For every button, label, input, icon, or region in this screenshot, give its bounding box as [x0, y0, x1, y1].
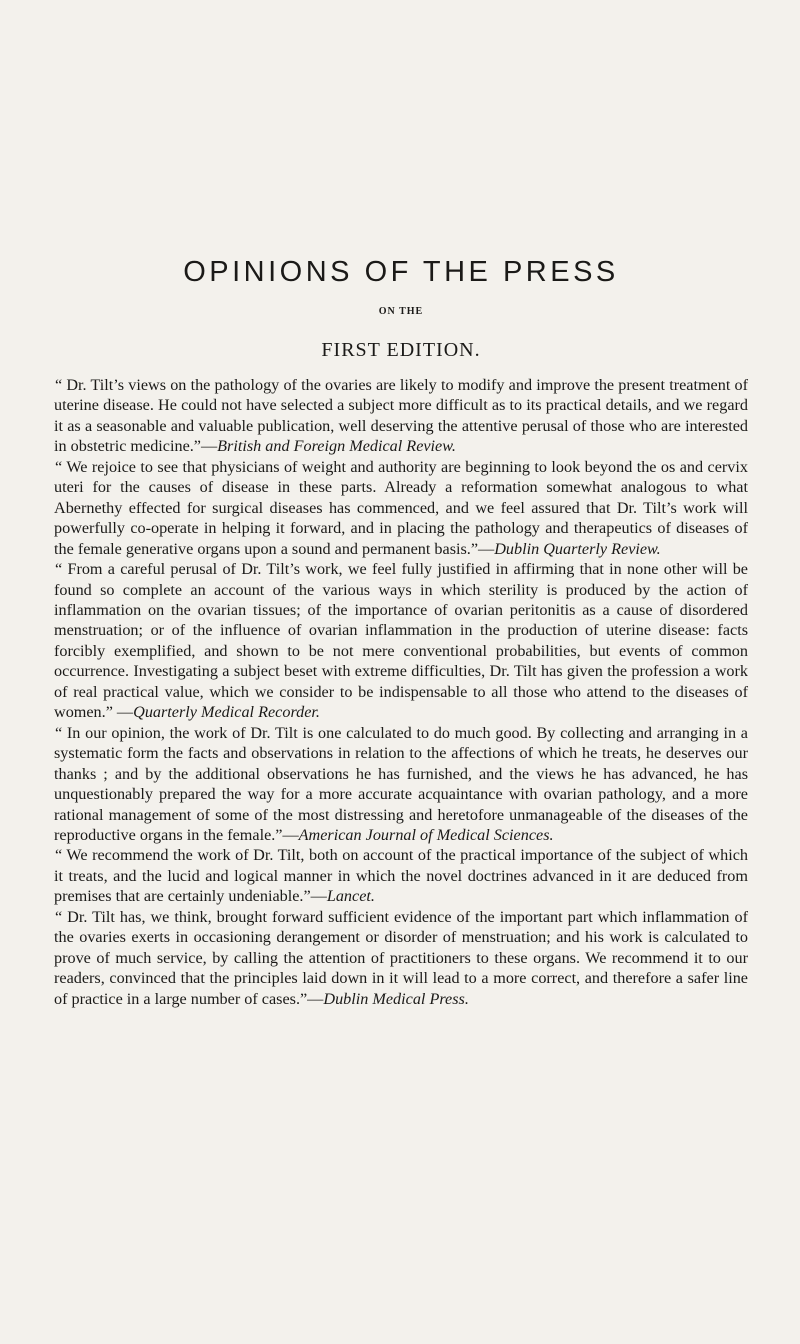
review-quote: [54, 907, 748, 1009]
review-quote: [54, 457, 748, 559]
reviews-list: [54, 375, 748, 1009]
review-text: “ Dr. Tilt’s views on the pathology of the ovaries are likely to modify and improve the present treatment of uterine disease. He could not have selected a subject more difficult as to its practical details, and we regard it as a seasonable and valuable publication, well deserving the attentive perusal of those who are interested in obstetric medicine.”—: [54, 376, 748, 456]
review-source: Dublin Medical Press.: [323, 989, 469, 1008]
review-source: Quarterly Medical Recorder.: [133, 703, 320, 722]
review-source: American Journal of Medical Sciences.: [298, 825, 554, 844]
subheading: ON THE: [378, 306, 424, 317]
review-text: “ We recommend the work of Dr. Tilt, both on account of the practical importance of the subject of which it treats, and the lucid and logical manner in which the novel doctrines advanced in it are deduced from premises that are certainly undeniable.”—: [54, 846, 748, 906]
review-quote: [54, 375, 748, 457]
review-text: “ In our opinion, the work of Dr. Tilt is one calculated to do much good. By collecting and arranging in a systematic form the facts and observations in relation to the affections of which he treats, he deserves our thanks ; and by the additional observations he has furnished, and the views he has advanced, he has unquestionably prepared the way for a more accurate acquaintance with ovarian pathology, and a more rational management of some of the most distressing and heretofore unmanageable of the diseases of the reproductive organs in the female.”—: [54, 723, 748, 844]
review-text: “ Dr. Tilt has, we think, brought forward sufficient evidence of the important part which inflammation of the ovaries exerts in occasioning derangement or disorder of menstruation; and his work is calculated to prove of much service, by calling the attention of practitioners to these organs. We recommend it to our readers, convinced that the principles laid down in it will lead to a more correct, and therefore a safer line of practice in a large number of cases.”—: [54, 907, 748, 1008]
review-quote: [54, 723, 748, 846]
review-text: “ We rejoice to see that physicians of weight and authority are beginning to look beyond the os and cervix uteri for the causes of disease in these parts. Already a reformation somewhat analogous to what Abernethy effected for surgical diseases has commenced, and we feel assured that Dr. Tilt’s work will powerfully co-operate in helping it forward, and in placing the pathology and therapeutics of diseases of the female generative organs upon a sound and permanent basis.”—: [54, 457, 748, 558]
review-source: Lancet.: [326, 887, 375, 906]
review-quote: [54, 559, 748, 723]
review-quote: [54, 845, 748, 906]
review-source: Dublin Quarterly Review.: [494, 539, 661, 558]
page-title: OPINIONS OF THE PRESS: [183, 256, 619, 288]
review-source: British and Foreign Medical Review.: [217, 437, 456, 456]
review-text: “ From a careful perusal of Dr. Tilt’s work, we feel fully justified in affirming that in none other will be found so complete an account of the various ways in which sterility is produced by the action of inflammation on the ovarian tissues; of the importance of ovarian peritonitis as a cause of disordered menstruation; or of the influence of ovarian inflammation in the production of uterine disease: facts forcibly exemplified, and shown to be not mere conventional probabilities, but events of common occurrence. Investigating a subject beset with extreme difficulties, Dr. Tilt has given the profession a work of real practical value, which we consider to be indispensable to all those who attend to the diseases of women.” —: [54, 560, 748, 722]
edition-heading: FIRST EDITION.: [321, 339, 481, 361]
